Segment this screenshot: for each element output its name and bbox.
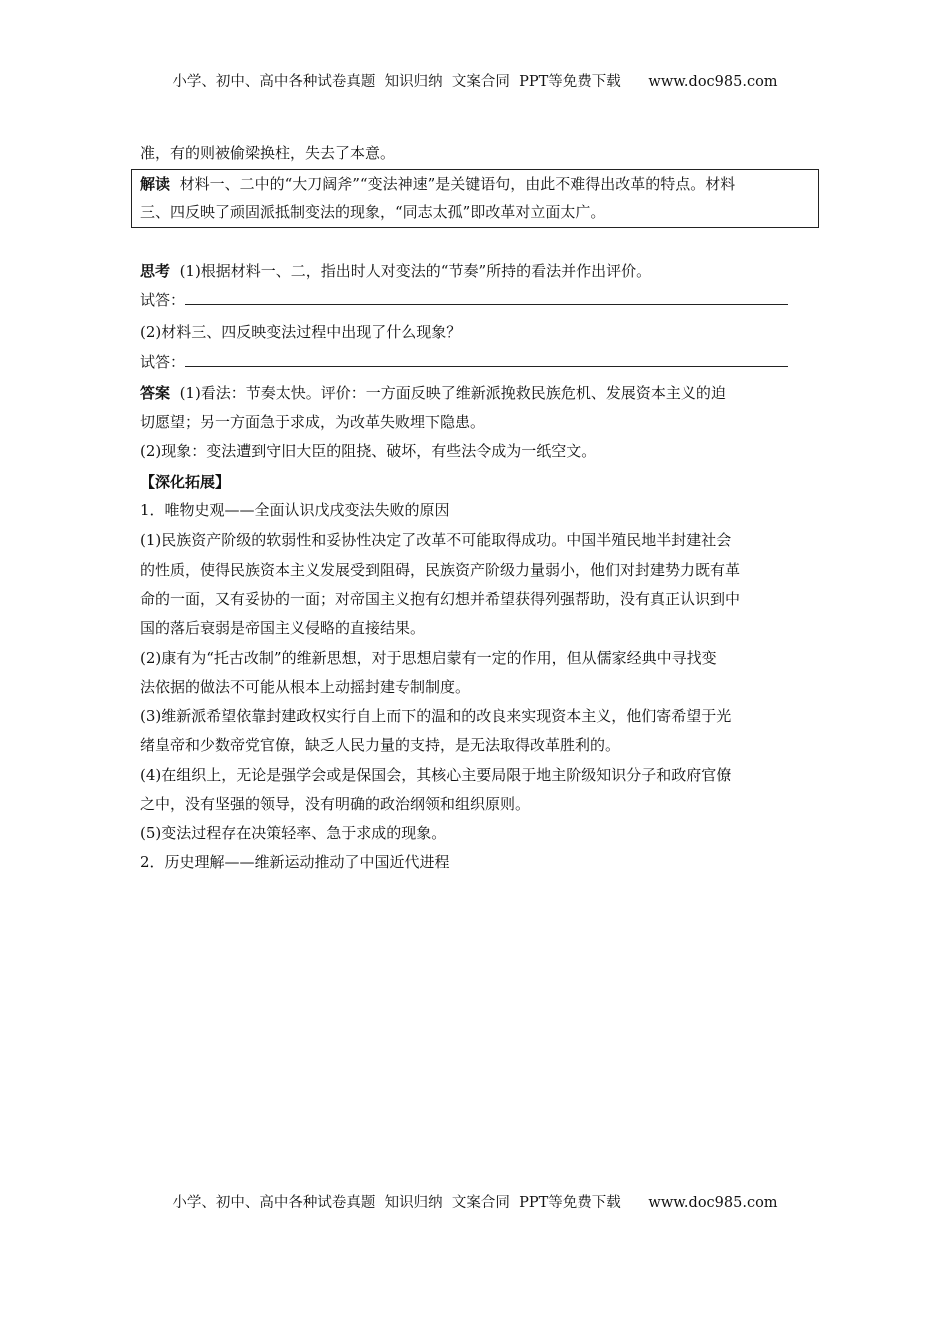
p2-line-1: (2)康有为“托古改制”的维新思想，对于思想启蒙有一定的作用，但从儒家经典中寻找变 bbox=[140, 649, 717, 667]
daan-a1-line2: 切愿望；另一方面急于求成，为改革失败埋下隐患。 bbox=[140, 413, 486, 431]
p4-line-1: (4)在组织上，无论是强学会或是保国会，其核心主要局限于地主阶级知识分子和政府官僚 bbox=[140, 766, 732, 784]
sikao-q1-text: (1)根据材料一、二，指出时人对变法的“节奏”所持的看法并作出评价。 bbox=[179, 262, 652, 280]
jiedu-text-1: 材料一、二中的“大刀阔斧”“变法神速”是关键语句，由此不难得出改革的特点。材料 bbox=[179, 175, 736, 193]
sikao-label: 思考 bbox=[140, 262, 171, 280]
p1-line-1: (1)民族资产阶级的软弱性和妥协性决定了改革不可能取得成功。中国半殖民地半封建社会 bbox=[140, 531, 732, 549]
try-label-1: 试答： bbox=[140, 291, 186, 309]
try-answer-2 bbox=[140, 352, 788, 372]
daan-a1-line1 bbox=[140, 383, 726, 403]
p3-line-2: 绪皇帝和少数帝党官僚，缺乏人民力量的支持，是无法取得改革胜利的。 bbox=[140, 736, 621, 754]
section-2-title: 2．历史理解——维新运动推动了中国近代进程 bbox=[140, 853, 450, 871]
page-footer: 小学、初中、高中各种试卷真题 知识归纳 文案合同 PPT等免费下载 www.doc985.com bbox=[172, 1195, 778, 1211]
page-header: 小学、初中、高中各种试卷真题 知识归纳 文案合同 PPT等免费下载 www.doc985.com bbox=[172, 74, 778, 90]
p3-line-1: (3)维新派希望依靠封建政权实行自上而下的温和的改良来实现资本主义，他们寄希望于光 bbox=[140, 707, 732, 725]
daan-a2: (2)现象：变法遭到守旧大臣的阻挠、破坏，有些法令成为一纸空文。 bbox=[140, 442, 597, 460]
shenhua-title: 【深化拓展】 bbox=[140, 473, 231, 491]
p1-line-3: 命的一面，又有妥协的一面；对帝国主义抱有幻想并希望获得列强帮助，没有真正认识到中 bbox=[140, 590, 741, 608]
jiedu-label: 解读 bbox=[140, 175, 171, 193]
daan-a1-text: (1)看法：节奏太快。评价：一方面反映了维新派挽救民族危机、发展资本主义的迫 bbox=[179, 384, 726, 402]
p2-line-2: 法依据的做法不可能从根本上动摇封建专制制度。 bbox=[140, 678, 471, 696]
try-answer-1 bbox=[140, 290, 788, 310]
p1-line-2: 的性质，使得民族资本主义发展受到阻碍，民族资产阶级力量弱小，他们对封建势力既有革 bbox=[140, 561, 741, 579]
jiedu-line-2: 三、四反映了顽固派抵制变法的现象，“同志太孤”即改革对立面太广。 bbox=[140, 203, 606, 221]
intro-line: 准，有的则被偷梁换柱，失去了本意。 bbox=[140, 144, 396, 162]
sikao-q1 bbox=[140, 261, 651, 281]
jiedu-line-1 bbox=[140, 174, 735, 194]
daan-label: 答案 bbox=[140, 384, 171, 402]
section-1-title: 1．唯物史观——全面认识戊戌变法失败的原因 bbox=[140, 501, 450, 519]
answer-blank-1[interactable] bbox=[185, 290, 788, 305]
sikao-q2: (2)材料三、四反映变法过程中出现了什么现象？ bbox=[140, 323, 462, 341]
p5-line: (5)变法过程存在决策轻率、急于求成的现象。 bbox=[140, 824, 447, 842]
jiedu-box bbox=[131, 169, 819, 228]
try-label-2: 试答： bbox=[140, 353, 186, 371]
p1-line-4: 国的落后衰弱是帝国主义侵略的直接结果。 bbox=[140, 619, 426, 637]
p4-line-2: 之中，没有坚强的领导，没有明确的政治纲领和组织原则。 bbox=[140, 795, 531, 813]
answer-blank-2[interactable] bbox=[185, 352, 788, 367]
